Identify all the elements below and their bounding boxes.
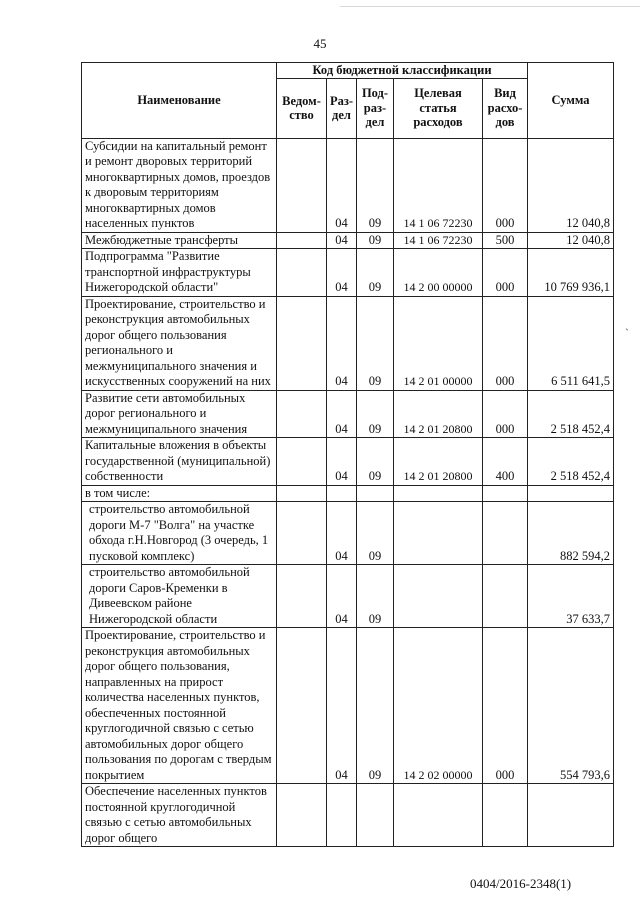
- table-row: [82, 390, 614, 438]
- row-target: [394, 485, 483, 502]
- row-name: строительство автомобильной дороги Саров-Кременки в Дивеевском районе Нижегородской области: [82, 565, 277, 628]
- row-vedomstvo: [277, 390, 327, 438]
- budget-table: [81, 62, 614, 847]
- table-row: [82, 438, 614, 486]
- row-name: в том числе:: [82, 485, 277, 502]
- row-vid: 000: [483, 138, 528, 232]
- row-target: 14 1 06 72230: [394, 232, 483, 249]
- page-number: 45: [313, 36, 327, 51]
- row-vid: [483, 485, 528, 502]
- row-sum: 6 511 641,5: [528, 296, 614, 390]
- row-vid: 000: [483, 390, 528, 438]
- row-podrazdel: [357, 485, 394, 502]
- row-sum: [528, 485, 614, 502]
- row-razdel: [327, 485, 357, 502]
- row-target: 14 2 01 20800: [394, 390, 483, 438]
- row-name: Проектирование, строительство и реконструкция автомобильных дорог общего пользования регионального и межмуниципального значения и искусственных сооружений на них: [82, 296, 277, 390]
- row-name: Межбюджетные трансферты: [82, 232, 277, 249]
- row-podrazdel: 09: [357, 249, 394, 297]
- row-sum: 10 769 936,1: [528, 249, 614, 297]
- header-razdel: Раз-дел: [327, 78, 357, 138]
- row-vedomstvo: [277, 438, 327, 486]
- row-sum: 12 040,8: [528, 232, 614, 249]
- header-name: Наименование: [82, 63, 277, 139]
- row-razdel: 04: [327, 502, 357, 565]
- row-vid: 000: [483, 628, 528, 784]
- row-podrazdel: 09: [357, 565, 394, 628]
- row-razdel: 04: [327, 232, 357, 249]
- row-sum: 12 040,8: [528, 138, 614, 232]
- row-podrazdel: 09: [357, 138, 394, 232]
- table-row: [82, 565, 614, 628]
- row-target: [394, 784, 483, 847]
- row-vid: 500: [483, 232, 528, 249]
- row-sum: 882 594,2: [528, 502, 614, 565]
- row-razdel: 04: [327, 249, 357, 297]
- row-vedomstvo: [277, 249, 327, 297]
- table-row: [82, 628, 614, 784]
- table-row: [82, 296, 614, 390]
- header-podrazdel: Под-раз-дел: [357, 78, 394, 138]
- row-name: Капитальные вложения в объекты государственной (муниципальной) собственности: [82, 438, 277, 486]
- row-podrazdel: 09: [357, 296, 394, 390]
- row-target: 14 2 01 20800: [394, 438, 483, 486]
- row-podrazdel: 09: [357, 232, 394, 249]
- row-sum: [528, 784, 614, 847]
- row-sum: 37 633,7: [528, 565, 614, 628]
- row-name: Развитие сети автомобильных дорог регионального и межмуниципального значения: [82, 390, 277, 438]
- row-target: 14 1 06 72230: [394, 138, 483, 232]
- row-vedomstvo: [277, 502, 327, 565]
- row-target: 14 2 02 00000: [394, 628, 483, 784]
- header-classification-group: Код бюджетной классификации: [277, 63, 528, 79]
- table-row: [82, 249, 614, 297]
- row-vid: 000: [483, 296, 528, 390]
- row-razdel: 04: [327, 296, 357, 390]
- row-vedomstvo: [277, 296, 327, 390]
- row-vid: [483, 784, 528, 847]
- row-name: Субсидии на капитальный ремонт и ремонт дворовых территорий многоквартирных домов, проездов к дворовым территориям многоквартирных домов населенных пунктов: [82, 138, 277, 232]
- row-name: Подпрограмма "Развитие транспортной инфраструктуры Нижегородской области": [82, 249, 277, 297]
- row-name: Проектирование, строительство и реконструкция автомобильных дорог общего пользования, направленных на прирост количества населенных пунктов, обеспеченных постоянной круглогодичной связью с сетью автомобильных дорог общего пользования по дорогам с твердым покрытием: [82, 628, 277, 784]
- row-podrazdel: 09: [357, 502, 394, 565]
- header-vedomstvo: Ведом-ство: [277, 78, 327, 138]
- row-sum: 2 518 452,4: [528, 390, 614, 438]
- row-razdel: 04: [327, 565, 357, 628]
- row-sum: 554 793,6: [528, 628, 614, 784]
- row-vid: [483, 502, 528, 565]
- table-row: [82, 138, 614, 232]
- row-razdel: 04: [327, 438, 357, 486]
- table-row: [82, 784, 614, 847]
- header-vid: Вид расхо-дов: [483, 78, 528, 138]
- row-target: 14 2 01 00000: [394, 296, 483, 390]
- row-vid: 400: [483, 438, 528, 486]
- row-vedomstvo: [277, 232, 327, 249]
- row-razdel: [327, 784, 357, 847]
- row-razdel: 04: [327, 628, 357, 784]
- table-row: [82, 502, 614, 565]
- table-row: [82, 485, 614, 502]
- table-row: [82, 232, 614, 249]
- row-target: [394, 565, 483, 628]
- row-razdel: 04: [327, 390, 357, 438]
- row-vedomstvo: [277, 485, 327, 502]
- row-target: [394, 502, 483, 565]
- header-sum: Сумма: [528, 63, 614, 139]
- row-sum: 2 518 452,4: [528, 438, 614, 486]
- row-vedomstvo: [277, 784, 327, 847]
- row-vedomstvo: [277, 138, 327, 232]
- scan-top-rule: [340, 6, 640, 7]
- row-vedomstvo: [277, 628, 327, 784]
- row-podrazdel: 09: [357, 438, 394, 486]
- scan-edge-mark: `: [625, 326, 629, 340]
- row-podrazdel: [357, 784, 394, 847]
- row-target: 14 2 00 00000: [394, 249, 483, 297]
- row-razdel: 04: [327, 138, 357, 232]
- row-podrazdel: 09: [357, 628, 394, 784]
- document-code: 0404/2016-2348(1): [470, 876, 572, 891]
- row-vid: [483, 565, 528, 628]
- row-vid: 000: [483, 249, 528, 297]
- header-target: Целевая статья расходов: [394, 78, 483, 138]
- row-podrazdel: 09: [357, 390, 394, 438]
- row-name: строительство автомобильной дороги М-7 "Волга" на участке обхода г.Н.Новгород (3 очередь, 1 пусковой комплекс): [82, 502, 277, 565]
- row-name: Обеспечение населенных пунктов постоянной круглогодичной связью с сетью автомобильных дорог общего: [82, 784, 277, 847]
- row-vedomstvo: [277, 565, 327, 628]
